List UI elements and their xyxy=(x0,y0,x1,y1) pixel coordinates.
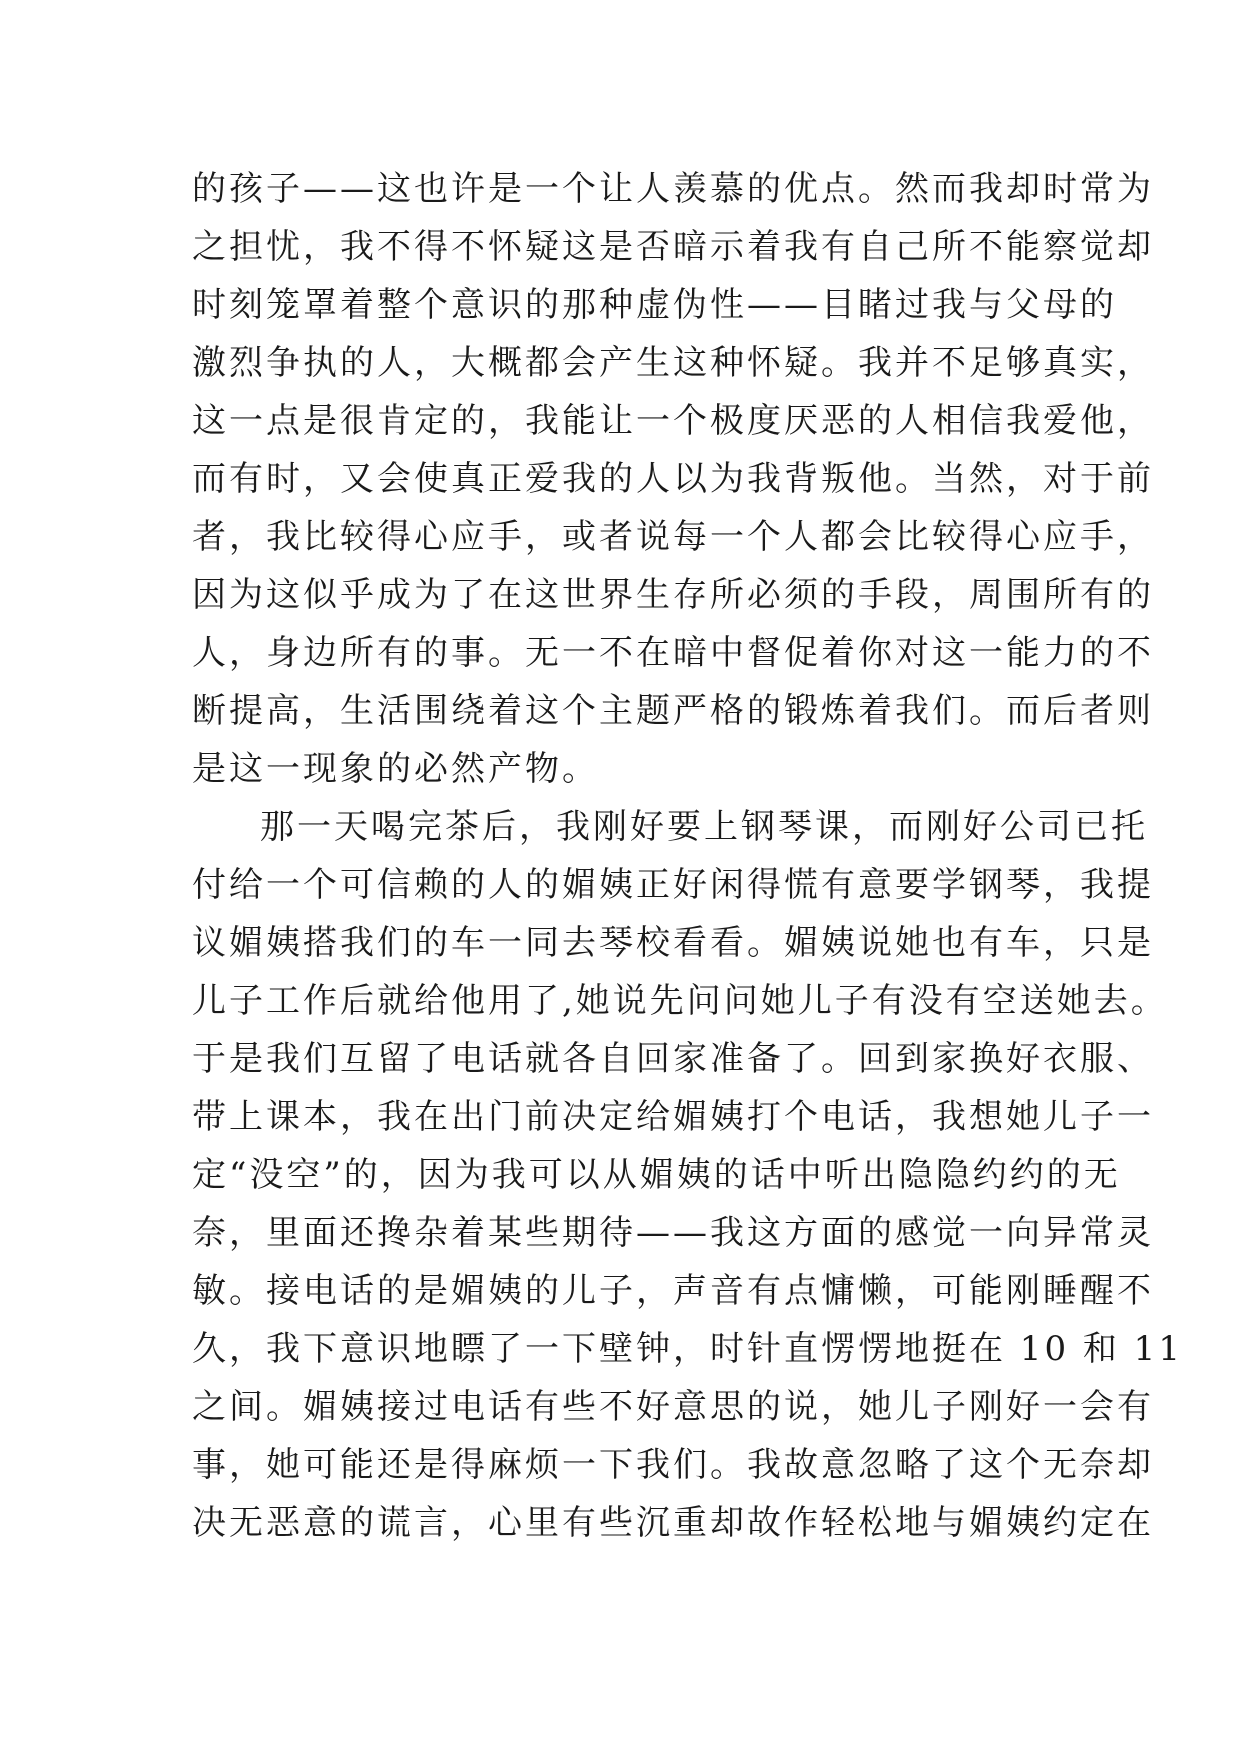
text-line: 者，我比较得心应手，或者说每一个人都会比较得心应手， xyxy=(192,517,1154,557)
text-line: 儿子工作后就给他用了,她说先问问她儿子有没有空送她去。 xyxy=(192,981,1168,1021)
text-line: 之担忧，我不得不怀疑这是否暗示着我有自己所不能察觉却 xyxy=(192,227,1154,267)
text-line: 是这一现象的必然产物。 xyxy=(192,749,599,789)
paragraph xyxy=(192,160,1154,798)
text-line: 决无恶意的谎言，心里有些沉重却故作轻松地与媚姨约定在 xyxy=(192,1503,1154,1543)
text-line: 而有时，又会使真正爱我的人以为我背叛他。当然，对于前 xyxy=(192,459,1154,499)
text-line: 这一点是很肯定的，我能让一个极度厌恶的人相信我爱他， xyxy=(192,401,1154,441)
text-line: 时刻笼罩着整个意识的那种虚伪性——目睹过我与父母的 xyxy=(192,285,1117,325)
text-line: 带上课本，我在出门前决定给媚姨打个电话，我想她儿子一 xyxy=(192,1097,1154,1137)
text-line: 久，我下意识地瞟了一下壁钟，时针直愣愣地挺在 10 和 11 xyxy=(192,1329,1183,1369)
text-line: 议媚姨搭我们的车一同去琴校看看。媚姨说她也有车，只是 xyxy=(192,923,1154,963)
text-line: 的孩子——这也许是一个让人羡慕的优点。然而我却时常为 xyxy=(192,169,1154,209)
text-line: 那一天喝完茶后，我刚好要上钢琴课，而刚好公司已托 xyxy=(260,807,1148,847)
text-line: 激烈争执的人，大概都会产生这种怀疑。我并不足够真实， xyxy=(192,343,1154,383)
text-line: 奈，里面还搀杂着某些期待——我这方面的感觉一向异常灵 xyxy=(192,1213,1154,1253)
text-line: 断提高，生活围绕着这个主题严格的锻炼着我们。而后者则 xyxy=(192,691,1154,731)
text-line: 之间。媚姨接过电话有些不好意思的说，她儿子刚好一会有 xyxy=(192,1387,1154,1427)
text-line: 付给一个可信赖的人的媚姨正好闲得慌有意要学钢琴，我提 xyxy=(192,865,1154,905)
paragraph xyxy=(192,798,1183,1552)
text-line: 因为这似乎成为了在这世界生存所必须的手段，周围所有的 xyxy=(192,575,1154,615)
text-line: 事，她可能还是得麻烦一下我们。我故意忽略了这个无奈却 xyxy=(192,1445,1154,1485)
text-line: 于是我们互留了电话就各自回家准备了。回到家换好衣服、 xyxy=(192,1039,1154,1079)
text-line: 定“没空”的，因为我可以从媚姨的话中听出隐隐约约的无 xyxy=(192,1155,1121,1195)
body-text xyxy=(192,160,1183,1552)
text-line: 敏。接电话的是媚姨的儿子，声音有点慵懒，可能刚睡醒不 xyxy=(192,1271,1154,1311)
text-line: 人，身边所有的事。无一不在暗中督促着你对这一能力的不 xyxy=(192,633,1154,673)
